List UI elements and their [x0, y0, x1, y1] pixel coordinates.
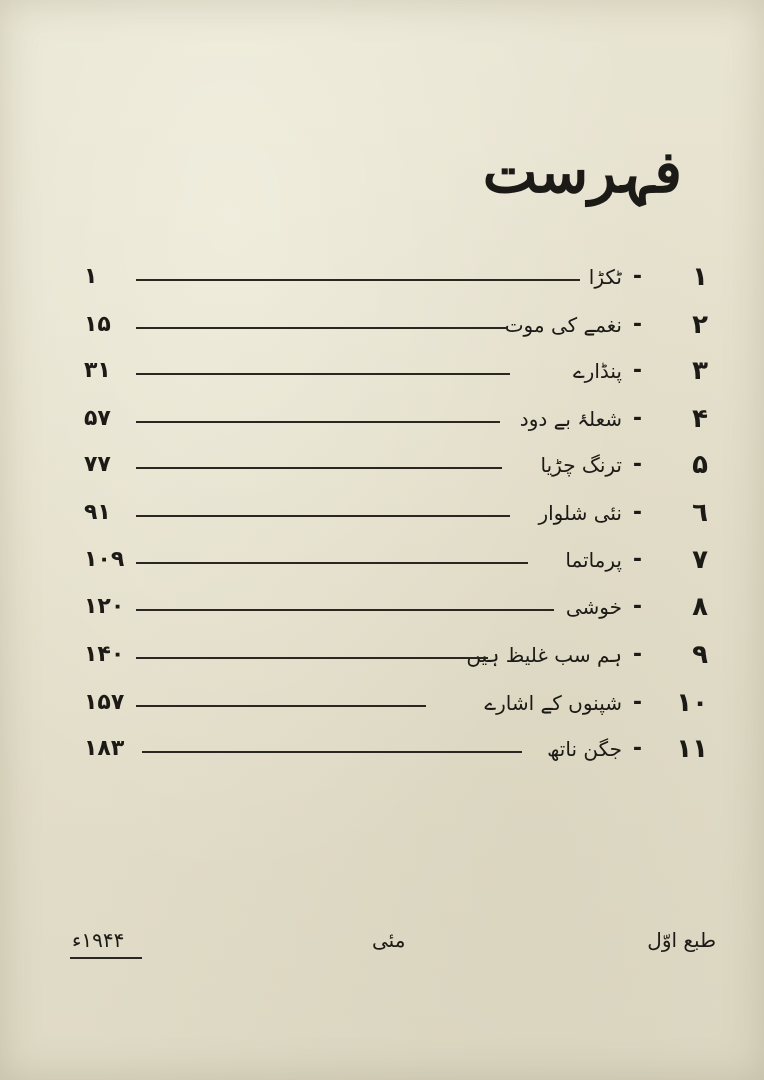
entry-number: ۵ — [692, 450, 708, 480]
toc-entry — [0, 450, 764, 480]
entry-title: ترنگ چڑیا — [540, 453, 622, 477]
entry-dash: - — [632, 452, 642, 477]
entry-title: شعلۂ بے دود — [519, 407, 622, 431]
entry-dash: - — [632, 358, 642, 383]
publication-footer — [0, 925, 764, 965]
entry-dash: - — [632, 264, 642, 289]
entry-dash: - — [632, 547, 642, 572]
entry-title: جگن ناتھ — [547, 737, 622, 761]
leader-line — [136, 657, 488, 659]
entry-page: ٣١ — [84, 358, 111, 383]
entry-dash: - — [632, 312, 642, 337]
toc-entry — [0, 262, 764, 292]
entry-title: پنڈارے — [572, 359, 622, 383]
entry-dash: - — [632, 736, 642, 761]
leader-line — [142, 751, 522, 753]
entry-dash: - — [632, 690, 642, 715]
leader-line — [136, 421, 500, 423]
entry-page: ٩١ — [84, 500, 111, 525]
toc-entry — [0, 592, 764, 622]
leader-line — [136, 467, 502, 469]
page-title: فہرست — [482, 138, 682, 206]
leader-line — [136, 609, 554, 611]
entry-title: نغمے کی موت — [504, 313, 622, 337]
year-underline — [70, 957, 142, 959]
entry-page: ١٢٠ — [84, 594, 125, 619]
entry-dash: - — [632, 500, 642, 525]
entry-dash: - — [632, 406, 642, 431]
entry-number: ٩ — [692, 640, 708, 670]
entry-number: ٨ — [692, 592, 708, 622]
toc-entry — [0, 310, 764, 340]
entry-title: ٹکڑا — [588, 265, 622, 289]
toc-entry — [0, 545, 764, 575]
leader-line — [136, 515, 510, 517]
toc-entry — [0, 404, 764, 434]
entry-number: ٦ — [692, 498, 708, 528]
entry-page: ١ — [84, 264, 98, 289]
entry-page: ۵٧ — [84, 406, 111, 431]
entry-number: ١١ — [676, 734, 708, 764]
entry-dash: - — [632, 594, 642, 619]
entry-number: ١٠ — [676, 688, 708, 718]
toc-entry — [0, 356, 764, 386]
leader-line — [136, 327, 508, 329]
toc-entry — [0, 688, 764, 718]
entry-number: ٣ — [692, 356, 708, 386]
year-label: ۱۹۴۴ء — [72, 928, 125, 952]
leader-line — [136, 562, 528, 564]
month-label: مئی — [372, 928, 406, 952]
entry-number: ۴ — [692, 404, 708, 434]
entry-page: ١۵ — [84, 312, 111, 337]
toc-entry — [0, 734, 764, 764]
entry-title: شپنوں کے اشارے — [484, 691, 622, 715]
entry-page: ٧٧ — [84, 452, 111, 477]
entry-dash: - — [632, 642, 642, 667]
entry-number: ٧ — [692, 545, 708, 575]
entry-page: ١۴٠ — [84, 642, 125, 667]
edition-label: طبع اوّل — [647, 928, 716, 952]
leader-line — [136, 373, 510, 375]
leader-line — [136, 705, 426, 707]
entry-number: ٢ — [692, 310, 708, 340]
entry-page: ١٨٣ — [84, 736, 125, 761]
entry-page: ١۵٧ — [84, 690, 125, 715]
entry-title: خوشی — [565, 595, 622, 619]
entry-number: ١ — [692, 262, 708, 292]
entry-title: نئی شلوار — [538, 501, 622, 525]
entry-title: پرماتما — [565, 548, 622, 572]
entry-title: ہم سب غلیظ ہیں — [466, 643, 622, 667]
toc-entry — [0, 498, 764, 528]
leader-line — [136, 279, 580, 281]
toc-entry — [0, 640, 764, 670]
entry-page: ١٠٩ — [84, 547, 125, 572]
